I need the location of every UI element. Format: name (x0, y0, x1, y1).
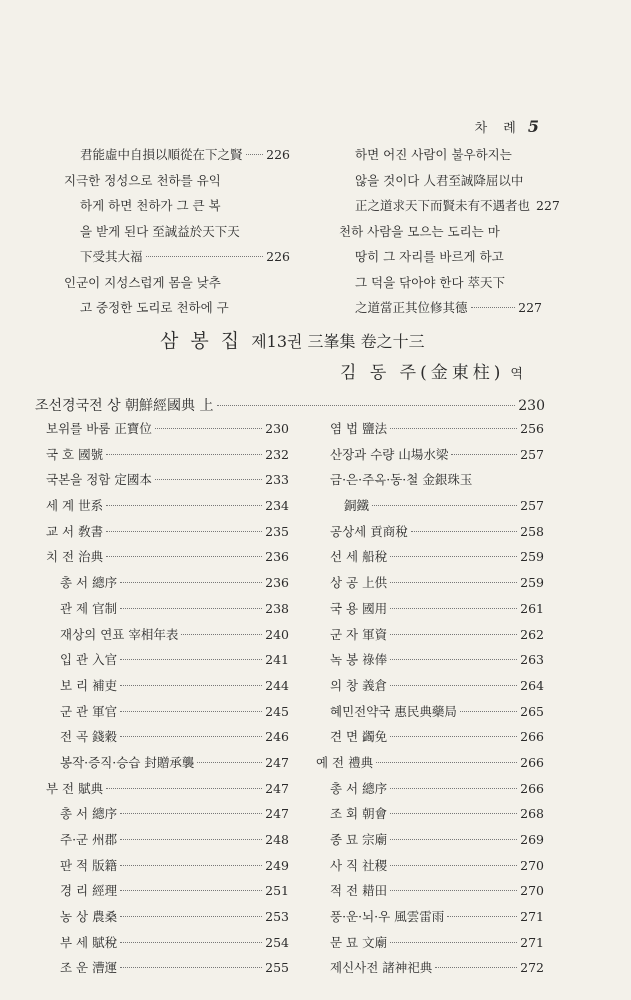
toc-entry[interactable] (316, 853, 544, 879)
toc-entry-page: 256 (520, 421, 544, 436)
page-number: 5 (527, 117, 539, 136)
toc-entry-page: 271 (520, 934, 544, 950)
intro-right-column (339, 142, 560, 321)
leader-dots (471, 307, 516, 308)
toc-entry[interactable] (46, 827, 289, 853)
intro-left-column (64, 142, 290, 321)
toc-entry-title: 금·은·주옥·동·철 金銀珠玉 (330, 472, 473, 488)
toc-entry-title: 국본을 정함 定國本 (46, 472, 152, 488)
toc-entry-page: 249 (265, 857, 289, 873)
intro-entry (339, 219, 542, 245)
leader-dots (447, 916, 517, 917)
toc-entry[interactable] (46, 724, 289, 750)
toc-entry-page: 266 (520, 729, 544, 745)
toc-entry[interactable] (316, 647, 544, 673)
toc-entry[interactable] (46, 930, 289, 956)
toc-entry[interactable] (316, 673, 544, 699)
leader-dots (390, 659, 517, 660)
toc-entry[interactable] (316, 493, 544, 519)
toc-entry-page: 241 (265, 652, 289, 668)
intro-entry (64, 295, 290, 321)
intro-entry-title: 正之道求天下而賢未有不遇者也 (355, 198, 531, 213)
intro-entry[interactable] (339, 193, 560, 219)
leader-dots (197, 762, 262, 763)
leader-dots (120, 582, 262, 583)
translator-role: 역 (510, 367, 523, 382)
running-head: 차 례 (474, 121, 522, 136)
intro-entry[interactable] (64, 142, 290, 168)
toc-entry-title: 농 상 農桑 (60, 909, 118, 925)
toc-entry-page: 234 (265, 498, 289, 514)
toc-entry-title: 군 관 軍官 (60, 703, 118, 719)
toc-entry[interactable] (46, 596, 289, 622)
toc-entry-page: 266 (520, 780, 544, 796)
toc-entry[interactable] (46, 467, 289, 493)
leader-dots (120, 608, 262, 609)
leader-dots (390, 634, 517, 635)
leader-dots (390, 736, 517, 737)
main-toc-entry[interactable] (35, 394, 545, 418)
toc-entry[interactable] (316, 724, 544, 750)
toc-entry[interactable] (46, 493, 289, 519)
toc-entry-page: 268 (520, 806, 544, 822)
toc-entry-title: 총 서 總序 (60, 575, 118, 591)
toc-entry-page: 257 (520, 498, 544, 514)
toc-entry[interactable] (46, 699, 289, 725)
toc-entry[interactable] (46, 622, 289, 648)
leader-dots (120, 813, 262, 814)
toc-entry-page: 259 (520, 575, 544, 591)
toc-entry[interactable] (316, 699, 544, 725)
toc-entry[interactable] (316, 955, 544, 981)
toc-entry[interactable] (46, 544, 289, 570)
toc-entry-title: 세 계 世系 (46, 498, 104, 514)
leader-dots (106, 505, 262, 506)
toc-entry-title: 녹 봉 祿俸 (330, 652, 388, 668)
toc-entry-page: 247 (265, 780, 289, 796)
leader-dots (120, 839, 262, 840)
book-title-volume: 제13권 三峯集 卷之十三 (251, 332, 425, 351)
toc-entry-title: 사 직 社稷 (330, 857, 388, 873)
intro-entry-title: 인군이 지성스럽게 몸을 낮추 (64, 274, 221, 290)
main-toc-entry-page: 230 (518, 398, 545, 414)
toc-entry-page: 269 (520, 832, 544, 847)
leader-dots (106, 788, 262, 789)
toc-entry-title: 풍·운·뇌·우 風雲雷雨 (330, 909, 445, 925)
intro-entry-title: 君能虛中自損以順從在下之賢 (80, 147, 243, 162)
toc-entry-page: 248 (265, 832, 289, 847)
leader-dots (411, 531, 517, 532)
toc-entry-title: 군 자 軍資 (330, 626, 388, 642)
toc-entry-title: 총 서 總序 (330, 780, 388, 796)
toc-entry-title: 의 창 義倉 (330, 677, 388, 693)
page-header (475, 117, 539, 136)
toc-entry-page: 251 (265, 883, 289, 899)
toc-entry-page: 265 (520, 703, 544, 719)
leader-dots (390, 788, 517, 789)
toc-entry-page: 264 (520, 677, 544, 693)
intro-entry-page: 227 (518, 300, 542, 315)
toc-entry-title: 조 회 朝會 (330, 806, 388, 822)
toc-entry-title: 전 곡 錢穀 (60, 729, 118, 745)
toc-entry-title: 경 리 經理 (60, 883, 118, 899)
toc-entry-title: 주·군 州郡 (60, 832, 118, 847)
toc-entry[interactable] (316, 827, 544, 853)
leader-dots (120, 890, 262, 891)
intro-entry-title: 그 덕을 닦아야 한다 萃天下 (355, 274, 505, 290)
leader-dots (390, 942, 517, 943)
toc-entry[interactable] (46, 647, 289, 673)
leader-dots (390, 890, 517, 891)
intro-entry-title: 고 중정한 도리로 천하에 구 (80, 300, 229, 315)
leader-dots (106, 454, 262, 455)
leader-dots (120, 865, 262, 866)
toc-entry[interactable] (46, 801, 289, 827)
book-title-main: 삼 봉 집 (160, 330, 243, 352)
leader-dots (120, 942, 262, 943)
toc-entry-page: 257 (520, 446, 544, 462)
toc-entry-title: 상 공 上供 (330, 575, 388, 591)
leader-dots (390, 428, 517, 429)
toc-entry-title: 혜민전약국 惠民典藥局 (330, 703, 457, 719)
intro-entry-title: 之道當正其位修其德 (355, 300, 468, 315)
leader-dots (217, 405, 516, 406)
toc-entry-title: 치 전 治典 (46, 549, 104, 565)
leader-dots (146, 256, 264, 257)
toc-entry-page: 259 (520, 549, 544, 565)
toc-entry-title: 문 묘 文廟 (330, 934, 388, 950)
toc-entry-title: 부 전 賦典 (46, 780, 104, 796)
toc-entry[interactable] (316, 596, 544, 622)
toc-entry-title: 교 서 敎書 (46, 523, 104, 539)
toc-entry-title: 보위를 바룸 正寶位 (46, 421, 152, 436)
leader-dots (120, 685, 262, 686)
intro-entry (64, 219, 290, 245)
toc-entry-title: 銅鐵 (344, 498, 370, 514)
toc-entry[interactable] (316, 544, 544, 570)
intro-entry-title: 지극한 정성으로 천하를 유익 (64, 172, 221, 188)
toc-entry[interactable] (46, 570, 289, 596)
toc-entry-title: 적 전 耤田 (330, 883, 388, 899)
leader-dots (390, 556, 517, 557)
toc-entry[interactable] (46, 853, 289, 879)
toc-entry-page: 235 (265, 523, 289, 539)
toc-entry-page: 245 (265, 703, 289, 719)
leader-dots (120, 967, 262, 968)
intro-entry-title: 땅히 그 자리를 바르게 하고 (355, 249, 504, 264)
toc-entry-title: 염 법 鹽法 (330, 421, 388, 436)
toc-entry-page: 270 (520, 857, 544, 873)
toc-left-column (46, 416, 289, 981)
intro-entry-page: 227 (536, 198, 560, 213)
toc-entry[interactable] (316, 801, 544, 827)
intro-entry (339, 142, 542, 168)
leader-dots (390, 839, 517, 840)
leader-dots (390, 608, 517, 609)
leader-dots (390, 865, 517, 866)
toc-entry[interactable] (316, 904, 544, 930)
toc-entry-title: 견 면 蠲免 (330, 729, 388, 745)
intro-entry (64, 168, 290, 194)
intro-entry[interactable] (339, 295, 542, 321)
leader-dots (106, 556, 262, 557)
leader-dots (106, 531, 262, 532)
toc-entry-page: 258 (520, 523, 544, 539)
intro-entry (64, 270, 290, 296)
leader-dots (451, 454, 517, 455)
leader-dots (155, 428, 262, 429)
leader-dots (372, 505, 517, 506)
intro-entry-page: 226 (266, 147, 290, 162)
toc-entry[interactable] (316, 416, 544, 442)
toc-entry-page: 246 (265, 729, 289, 745)
toc-entry-title: 재상의 연표 宰相年表 (60, 626, 179, 642)
leader-dots (246, 154, 264, 155)
toc-entry-page: 230 (265, 421, 289, 436)
toc-entry-page: 236 (265, 575, 289, 591)
leader-dots (460, 711, 517, 712)
toc-entry-page: 233 (265, 472, 289, 488)
toc-entry-title: 판 적 版籍 (60, 857, 118, 873)
toc-entry-page: 247 (265, 754, 289, 770)
toc-entry-title: 총 서 總序 (60, 806, 118, 822)
toc-entry[interactable] (46, 904, 289, 930)
toc-entry[interactable] (46, 750, 289, 776)
toc-entry-page: 266 (520, 754, 544, 770)
toc-entry[interactable] (316, 570, 544, 596)
toc-entry-page: 262 (520, 626, 544, 642)
toc-entry-page: 238 (265, 600, 289, 616)
leader-dots (390, 813, 517, 814)
toc-entry[interactable] (316, 622, 544, 648)
main-toc-entry-title: 조선경국전 상 朝鮮經國典 上 (35, 398, 214, 414)
leader-dots (120, 711, 262, 712)
toc-entry-page: 236 (265, 549, 289, 565)
intro-entry-title: 하게 하면 천하가 그 큰 복 (80, 198, 221, 213)
intro-entry-title: 않을 것이다 人君至誠降屈以中 (355, 172, 524, 188)
leader-dots (390, 582, 517, 583)
intro-entry[interactable] (64, 244, 290, 270)
toc-entry[interactable] (316, 519, 544, 545)
toc-entry-title: 제신사전 諸神祀典 (330, 960, 433, 976)
intro-entry-page: 226 (266, 249, 290, 264)
toc-entry-page: 271 (520, 909, 544, 925)
toc-entry-title: 입 관 入官 (60, 652, 118, 668)
toc-entry-title: 관 제 官制 (60, 600, 118, 616)
toc-entry-title: 산장과 수량 山場水梁 (330, 446, 449, 462)
toc-entry-page: 272 (520, 960, 544, 976)
toc-entry[interactable] (46, 878, 289, 904)
toc-entry (316, 467, 544, 493)
leader-dots (120, 736, 262, 737)
leader-dots (390, 685, 517, 686)
leader-dots (120, 659, 262, 660)
intro-entry (339, 270, 542, 296)
toc-entry[interactable] (316, 750, 544, 776)
leader-dots (376, 762, 517, 763)
toc-entry-title: 예 전 禮典 (316, 754, 374, 770)
toc-entry-title: 국 용 國用 (330, 600, 388, 616)
toc-entry-title: 선 세 船稅 (330, 549, 388, 565)
toc-entry-title: 봉작·증직·승습 封贈承襲 (60, 754, 195, 770)
toc-entry-title: 종 묘 宗廟 (330, 832, 388, 847)
toc-entry[interactable] (46, 673, 289, 699)
toc-entry-page: 244 (265, 677, 289, 693)
book-title (160, 326, 425, 353)
leader-dots (155, 479, 262, 480)
toc-entry[interactable] (46, 776, 289, 802)
toc-entry-page: 247 (265, 806, 289, 822)
leader-dots (120, 916, 262, 917)
toc-entry[interactable] (46, 519, 289, 545)
toc-entry-page: 240 (265, 626, 289, 642)
toc-entry-page: 270 (520, 883, 544, 899)
toc-right-column (316, 416, 544, 981)
toc-entry-page: 253 (265, 909, 289, 925)
intro-entry (339, 168, 542, 194)
translator-line (340, 358, 523, 383)
leader-dots (435, 967, 517, 968)
toc-entry-page: 255 (265, 960, 289, 976)
toc-entry[interactable] (316, 878, 544, 904)
toc-entry-page: 263 (520, 652, 544, 668)
toc-entry-page: 261 (520, 600, 544, 616)
toc-entry[interactable] (46, 955, 289, 981)
intro-entry (339, 244, 542, 270)
toc-entry-title: 보 리 補吏 (60, 677, 118, 693)
toc-entry-page: 232 (265, 446, 289, 462)
translator-name: 김 동 주(金東柱) (340, 363, 505, 383)
toc-entry[interactable] (316, 776, 544, 802)
toc-entry[interactable] (46, 416, 289, 442)
leader-dots (181, 634, 262, 635)
toc-entry[interactable] (46, 442, 289, 468)
toc-entry-title: 국 호 國號 (46, 446, 104, 462)
toc-entry[interactable] (316, 442, 544, 468)
intro-entry-title: 下受其大福 (80, 249, 143, 264)
intro-entry-title: 하면 어진 사람이 불우하지는 (355, 147, 512, 162)
toc-entry[interactable] (316, 930, 544, 956)
intro-entry (64, 193, 290, 219)
toc-entry-title: 공상세 貢商稅 (330, 523, 408, 539)
intro-entry-title: 천하 사람을 모으는 도리는 마 (339, 223, 500, 239)
toc-entry-page: 254 (265, 934, 289, 950)
intro-entry-title: 을 받게 된다 至誠益於天下天 (80, 223, 240, 239)
toc-entry-title: 조 운 漕運 (60, 960, 118, 976)
toc-entry-title: 부 세 賦稅 (60, 934, 118, 950)
